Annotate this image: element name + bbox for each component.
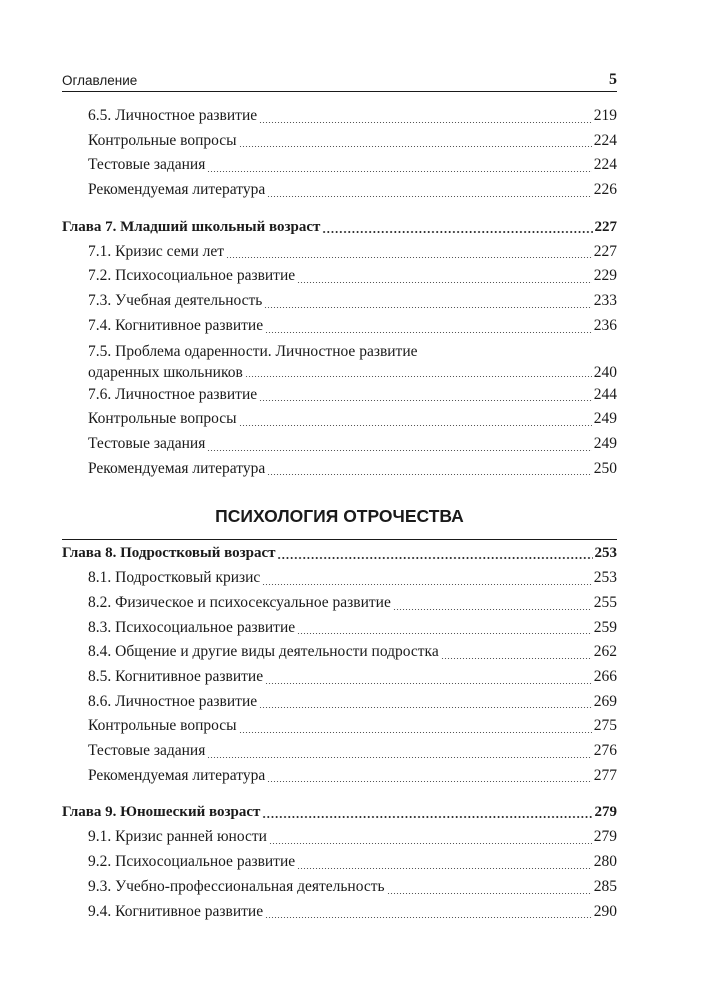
toc-entry-label: Тестовые задания [88, 156, 206, 174]
section-title: ПСИХОЛОГИЯ ОТРОЧЕСТВА [215, 506, 464, 527]
toc-chapter-page: 227 [594, 218, 617, 235]
leader-dots [245, 376, 592, 377]
toc-entry-label: Контрольные вопросы [88, 410, 237, 428]
toc-chapter-7-items-continued [62, 383, 617, 482]
toc-entry-label: 8.1. Подростковый кризис [88, 569, 261, 587]
toc-entry-label: Тестовые задания [88, 434, 206, 452]
toc-entry[interactable] [62, 850, 617, 875]
table-of-contents [62, 104, 617, 924]
toc-entry-label: Рекомендуемая литература [88, 766, 266, 784]
toc-entry-label: 7.1. Кризис семи лет [88, 242, 224, 260]
leader-dots [259, 122, 592, 123]
toc-entry-label: 7.4. Когнитивное развитие [88, 316, 264, 334]
leader-dots [267, 474, 592, 475]
toc-entry[interactable] [62, 665, 617, 690]
leader-dots [265, 683, 592, 684]
running-header [62, 68, 617, 92]
toc-entry-label: 6.5. Личностное развитие [88, 107, 258, 124]
toc-entry-page: 290 [593, 902, 617, 920]
toc-entry[interactable] [62, 616, 617, 641]
leader-dots [259, 707, 592, 708]
leader-dots [239, 425, 592, 426]
leader-dots [297, 868, 592, 869]
leader-dots [265, 917, 592, 918]
toc-chapter-8-items [62, 566, 617, 788]
leader-dots [297, 633, 592, 634]
toc-entry[interactable] [62, 900, 617, 925]
toc-entry-page: 250 [593, 459, 617, 477]
toc-chapter-9-items [62, 825, 617, 924]
toc-entry[interactable] [62, 240, 617, 265]
toc-entry-label: 8.5. Когнитивное развитие [88, 668, 264, 685]
leader-dots [226, 257, 592, 258]
leader-dots [267, 196, 592, 197]
toc-chapter-page: 253 [594, 545, 617, 562]
toc-entry-page: 277 [593, 766, 617, 784]
toc-entry[interactable] [62, 566, 617, 591]
toc-entry[interactable] [62, 640, 617, 665]
toc-chapter-label: Глава 7. Младший школьный возраст [62, 218, 321, 235]
toc-entry-7-5[interactable] [62, 341, 617, 383]
toc-entry[interactable] [62, 153, 617, 178]
leader-dots [239, 732, 592, 733]
leader-dots [207, 757, 591, 758]
toc-entry-page: 244 [593, 385, 617, 403]
toc-entry-page: 255 [593, 593, 617, 611]
toc-entry-page: 259 [593, 618, 617, 636]
toc-entry-page: 224 [593, 156, 617, 174]
toc-entry-page: 276 [593, 742, 617, 760]
toc-entry-label-line1: 7.5. Проблема одаренности. Личностное развитие [88, 342, 418, 360]
toc-entry[interactable] [62, 264, 617, 289]
toc-entry[interactable] [62, 178, 617, 203]
toc-entry-page: 262 [593, 643, 617, 661]
toc-entry-label: Рекомендуемая литература [88, 181, 266, 199]
leader-dots [267, 781, 592, 782]
toc-entry-page: 279 [593, 828, 617, 846]
toc-entry-label: 7.6. Личностное развитие [88, 385, 258, 403]
toc-entry-page: 240 [593, 363, 617, 381]
toc-entry[interactable] [62, 457, 617, 482]
toc-entry[interactable] [62, 314, 617, 339]
toc-entry-page: 233 [593, 292, 617, 310]
toc-entry-page: 229 [593, 267, 617, 285]
toc-chapter-9[interactable] [62, 799, 617, 825]
toc-chapter-label: Глава 9. Юношеский возраст [62, 804, 261, 821]
leader-dots [297, 282, 592, 283]
toc-entry-label: Тестовые задания [88, 742, 206, 760]
toc-entry-page: 226 [593, 181, 617, 199]
toc-entry-page: 219 [593, 107, 617, 124]
leader-dots [262, 584, 591, 585]
toc-entry[interactable] [62, 383, 617, 408]
leader-dots [264, 307, 591, 308]
header-rule [62, 91, 617, 92]
leader-dots [207, 450, 591, 451]
toc-entry-page: 236 [593, 316, 617, 334]
toc-entry-page: 275 [593, 717, 617, 735]
toc-entry-page: 280 [593, 853, 617, 871]
header-page-number: 5 [609, 71, 617, 88]
toc-entry-page: 249 [593, 410, 617, 428]
toc-group-chapter6-tail [62, 104, 617, 203]
toc-entry[interactable] [62, 432, 617, 457]
toc-entry-page: 224 [593, 131, 617, 149]
toc-entry[interactable] [62, 289, 617, 314]
toc-entry[interactable] [62, 407, 617, 432]
toc-entry-label-line2: одаренных школьников [88, 363, 243, 381]
toc-entry-label: 9.1. Кризис ранней юности [88, 828, 267, 846]
toc-entry-label: 9.4. Когнитивное развитие [88, 902, 264, 920]
toc-entry[interactable] [62, 591, 617, 616]
toc-entry[interactable] [62, 825, 617, 850]
toc-entry-label: 7.3. Учебная деятельность [88, 292, 263, 310]
leader-dots [393, 609, 592, 610]
toc-entry[interactable] [62, 690, 617, 715]
toc-entry[interactable] [62, 714, 617, 739]
toc-entry-label: 8.4. Общение и другие виды деятельности подростка [88, 643, 439, 661]
leader-dots [269, 843, 592, 844]
toc-entry-label: 7.2. Психосоциальное развитие [88, 267, 296, 285]
leader-dots [265, 332, 592, 333]
toc-entry-page: 227 [593, 242, 617, 260]
leader-dots [277, 557, 592, 559]
leader-dots [441, 658, 592, 659]
toc-entry-label: Контрольные вопросы [88, 717, 237, 735]
toc-entry[interactable] [62, 129, 617, 154]
leader-dots [259, 400, 592, 401]
toc-entry-label: 8.3. Психосоциальное развитие [88, 618, 296, 636]
leader-dots [207, 171, 591, 172]
toc-entry-label: Рекомендуемая литература [88, 459, 266, 477]
toc-chapter-page: 279 [594, 804, 617, 821]
toc-chapter-7-items [62, 240, 617, 339]
toc-chapter-8[interactable] [62, 540, 617, 566]
toc-entry-label: 8.2. Физическое и психосексуальное развитие [88, 593, 391, 611]
leader-dots [322, 231, 592, 233]
toc-entry-label: 8.6. Личностное развитие [88, 692, 258, 710]
leader-dots [262, 816, 592, 818]
toc-chapter-label: Глава 8. Подростковый возраст [62, 545, 276, 562]
toc-entry[interactable] [62, 739, 617, 764]
leader-dots [239, 146, 592, 147]
toc-entry-page: 269 [593, 692, 617, 710]
toc-chapter-7[interactable] [62, 214, 617, 240]
toc-entry-label: Контрольные вопросы [88, 131, 237, 149]
toc-entry-page: 253 [593, 569, 617, 587]
toc-entry[interactable] [62, 875, 617, 900]
leader-dots [387, 893, 592, 894]
toc-entry[interactable] [62, 764, 617, 789]
toc-entry-label: 9.2. Психосоциальное развитие [88, 853, 296, 871]
toc-entry-page: 285 [593, 877, 617, 895]
toc-entry-label: 9.3. Учебно-профессиональная деятельность [88, 877, 385, 895]
toc-entry[interactable] [62, 104, 617, 129]
header-title: Оглавление [62, 73, 138, 88]
toc-entry-page: 266 [593, 668, 617, 685]
toc-entry-page: 249 [593, 434, 617, 452]
